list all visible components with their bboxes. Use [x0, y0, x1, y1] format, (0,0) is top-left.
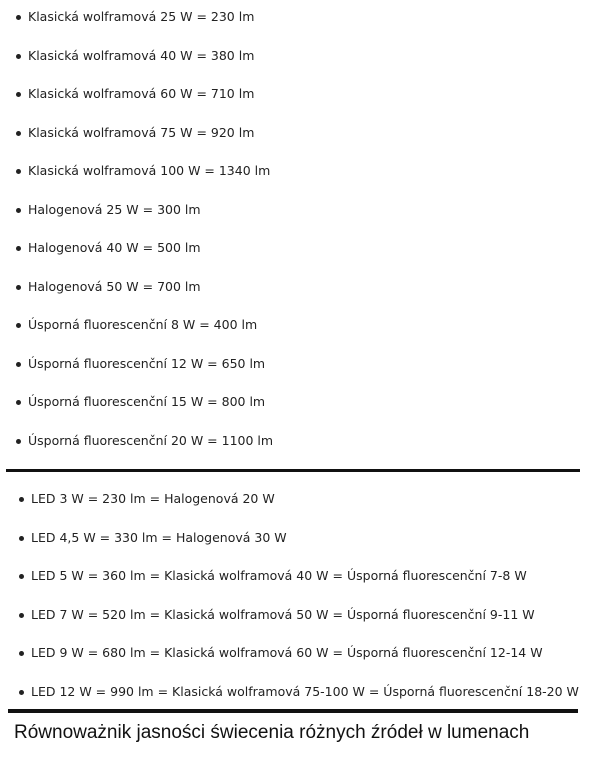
bullet-icon [16, 400, 21, 405]
list-item-text: Klasická wolframová 60 W = 710 lm [28, 86, 255, 101]
bullet-icon [16, 439, 21, 444]
list-item [19, 605, 535, 625]
list-item [19, 528, 287, 548]
bullet-icon [16, 169, 21, 174]
list-item [16, 46, 254, 66]
list-item [16, 277, 201, 297]
bullet-icon [19, 651, 24, 656]
list-item-text: Klasická wolframová 75 W = 920 lm [28, 124, 255, 140]
list-item [16, 84, 254, 104]
list-item [16, 7, 254, 27]
list-item [19, 643, 543, 663]
list-item-text: LED 3 W = 230 lm = Halogenová 20 W [31, 491, 275, 506]
list-item [16, 200, 201, 220]
figure-caption: Równoważnik jasności świecenia różnych źródeł w lumenach [14, 722, 530, 743]
list-item-text: Klasická wolframová 40 W = 380 lm [28, 47, 255, 63]
list-item-text: Klasická wolframová 25 W = 230 lm [28, 9, 255, 24]
bullet-icon [16, 285, 21, 290]
bullet-icon [16, 208, 21, 213]
bullet-icon [16, 362, 21, 367]
list-item [16, 392, 265, 412]
list-item-text: LED 5 W = 360 lm = Klasická wolframová 40 W = Úsporná fluorescenční 7-8 W [31, 568, 527, 584]
list-item-text: Halogenová 40 W = 500 lm [28, 240, 201, 255]
list-item-text: Úsporná fluorescenční 8 W = 400 lm [28, 317, 258, 332]
list-item-text: Úsporná fluorescenční 15 W = 800 lm [28, 394, 266, 409]
bullet-icon [19, 613, 24, 618]
bullet-icon [19, 497, 24, 502]
caption-divider [8, 709, 578, 713]
list-item [16, 238, 201, 258]
bullet-icon [16, 131, 21, 136]
bullet-icon [16, 92, 21, 97]
list-item-text: Úsporná fluorescenční 20 W = 1100 lm [28, 432, 274, 448]
list-item-text: Halogenová 25 W = 300 lm [28, 201, 201, 217]
list-item [16, 161, 270, 181]
list-item-text: LED 9 W = 680 lm = Klasická wolframová 60 W = Úsporná fluorescenční 12-14 W [31, 645, 543, 661]
list-item [16, 315, 257, 335]
list-item [19, 682, 579, 702]
list-item-text: Úsporná fluorescenční 12 W = 650 lm [28, 355, 266, 371]
list-item-text: Klasická wolframová 100 W = 1340 lm [28, 163, 271, 178]
list-item-text: LED 7 W = 520 lm = Klasická wolframová 50 W = Úsporná fluorescenční 9-11 W [31, 606, 535, 622]
section-divider [6, 469, 580, 472]
list-item [19, 489, 275, 509]
bullet-icon [16, 323, 21, 328]
bullet-icon [16, 54, 21, 59]
list-item [16, 123, 254, 143]
list-item [16, 431, 273, 451]
list-item [19, 566, 527, 586]
bullet-icon [19, 536, 24, 541]
bullet-icon [19, 690, 24, 695]
list-item [16, 354, 265, 374]
list-item-text: LED 4,5 W = 330 lm = Halogenová 30 W [31, 529, 287, 545]
bullet-icon [16, 15, 21, 20]
bullet-icon [16, 246, 21, 251]
bullet-icon [19, 574, 24, 579]
list-item-text: LED 12 W = 990 lm = Klasická wolframová 75-100 W = Úsporná fluorescenční 18-20 W [31, 684, 579, 699]
list-item-text: Halogenová 50 W = 700 lm [28, 278, 201, 294]
